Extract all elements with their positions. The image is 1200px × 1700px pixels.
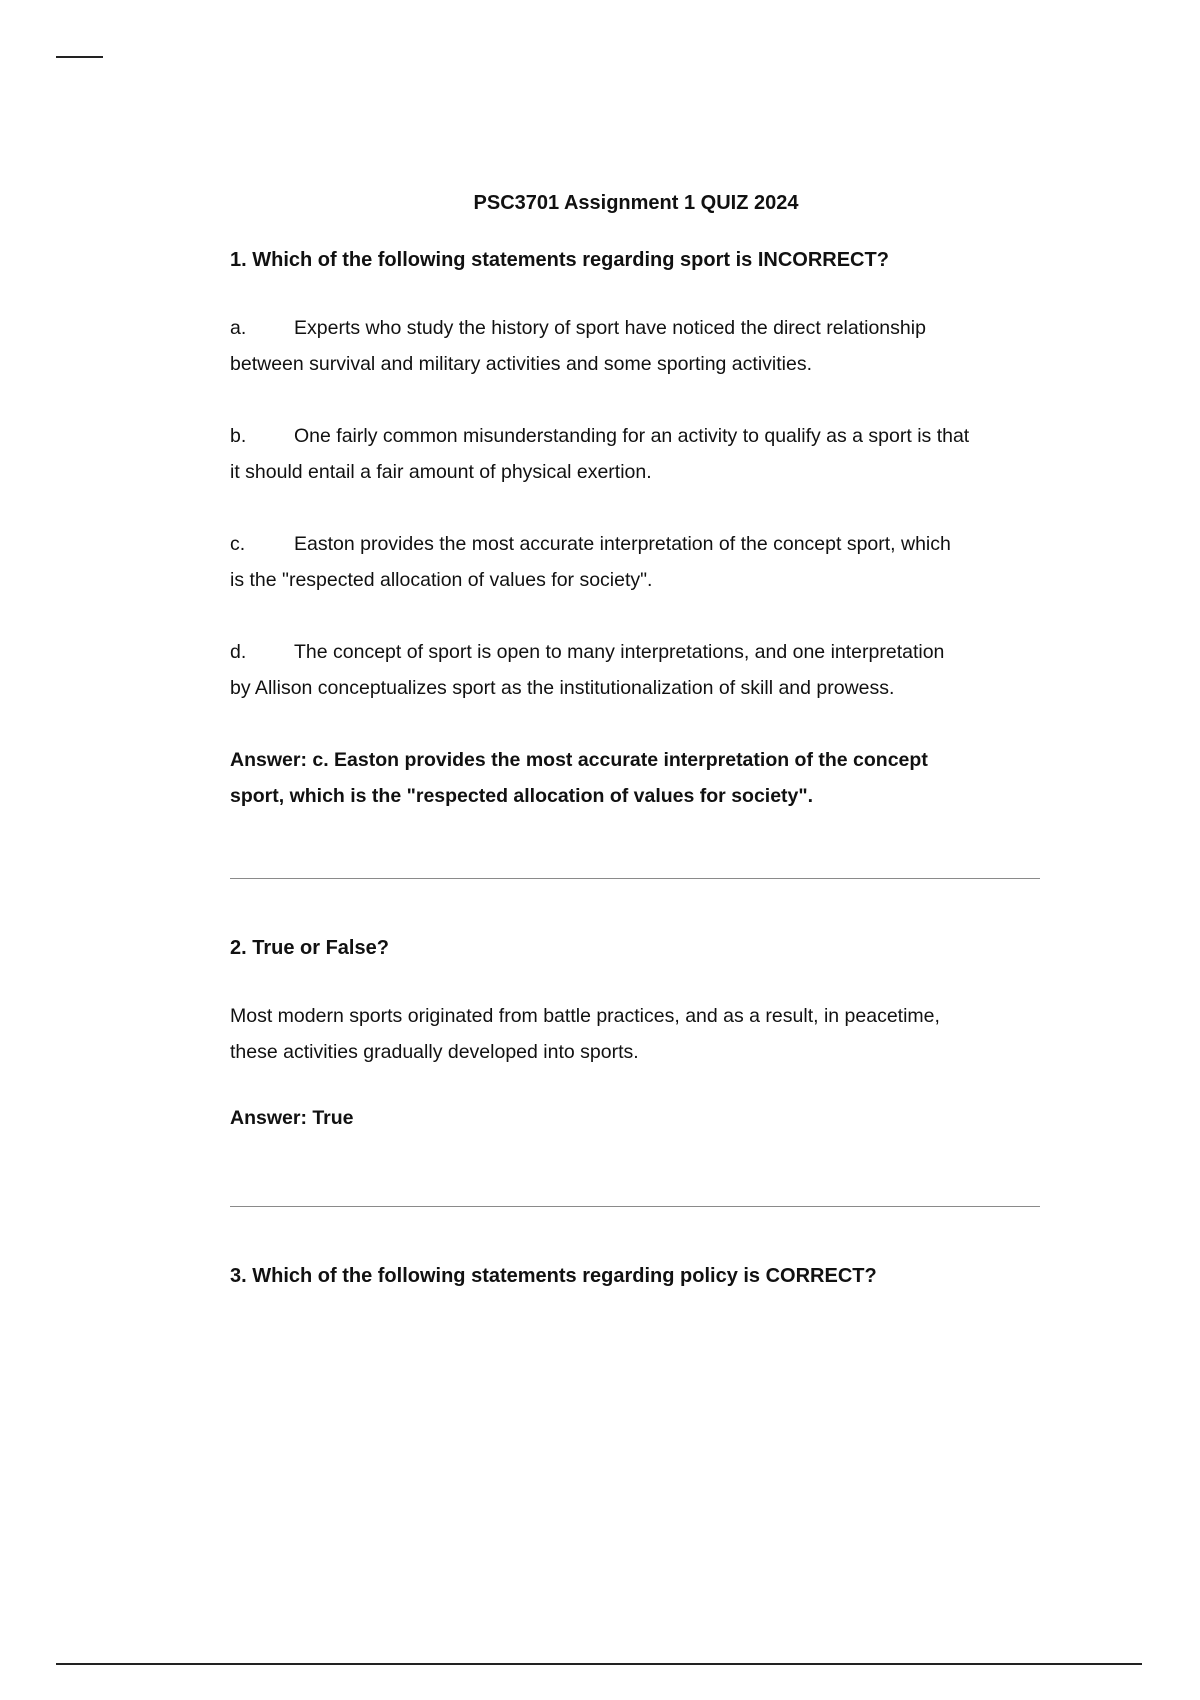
question-3-heading: 3. Which of the following statements regarding policy is CORRECT? <box>230 1265 877 1287</box>
footer-rule <box>56 1663 1142 1665</box>
question-3 <box>230 1265 1040 1288</box>
option-text-line-2: by Allison conceptualizes sport as the institutionalization of skill and prowess. <box>230 677 895 699</box>
option-text-line-1: One fairly common misunderstanding for an activity to qualify as a sport is that <box>294 425 970 447</box>
option-text-line-1: Easton provides the most accurate interpretation of the concept sport, which <box>294 533 951 555</box>
corner-mark <box>56 56 103 58</box>
option-letter: a. <box>230 317 247 339</box>
question-1-option-d <box>230 634 1040 706</box>
question-2-heading: 2. True or False? <box>230 937 389 959</box>
section-divider <box>230 878 1040 879</box>
option-text-line-1: Experts who study the history of sport have noticed the direct relationship <box>294 317 926 339</box>
option-letter: d. <box>230 641 247 663</box>
statement-line-2: these activities gradually developed into sports. <box>230 1041 639 1063</box>
section-divider <box>230 1206 1040 1207</box>
question-2 <box>230 937 1040 1136</box>
option-text-line-2: it should entail a fair amount of physical exertion. <box>230 461 652 483</box>
question-2-statement <box>230 998 1040 1070</box>
question-1-option-a <box>230 310 1040 382</box>
question-1-option-c <box>230 526 1040 598</box>
question-1 <box>230 249 1040 814</box>
option-text-line-1: The concept of sport is open to many interpretations, and one interpretation <box>294 641 945 663</box>
document-page <box>230 192 1040 1326</box>
option-text-line-2: is the "respected allocation of values for society". <box>230 569 653 591</box>
answer-line-1: Answer: c. Easton provides the most accurate interpretation of the concept <box>230 749 928 771</box>
answer-line-2: sport, which is the "respected allocation of values for society". <box>230 785 814 807</box>
option-letter: c. <box>230 533 246 555</box>
option-text-line-2: between survival and military activities and some sporting activities. <box>230 353 813 375</box>
question-1-answer <box>230 742 1040 814</box>
question-1-heading: 1. Which of the following statements regarding sport is INCORRECT? <box>230 249 889 271</box>
question-1-option-b <box>230 418 1040 490</box>
question-2-answer: Answer: True <box>230 1107 354 1129</box>
option-letter: b. <box>230 425 247 447</box>
document-title: PSC3701 Assignment 1 QUIZ 2024 <box>473 192 799 214</box>
statement-line-1: Most modern sports originated from battle practices, and as a result, in peacetime, <box>230 1005 940 1027</box>
